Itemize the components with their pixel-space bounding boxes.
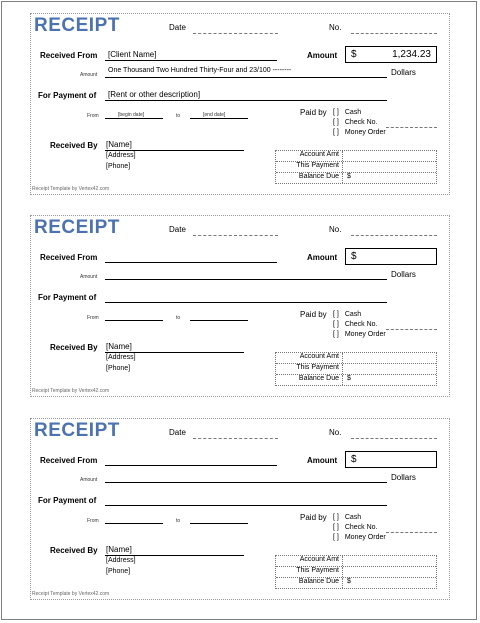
payment-for-field[interactable] [105, 292, 387, 303]
payment-for-label: For Payment of [38, 91, 97, 100]
balance-due-label: Balance Due [276, 375, 343, 385]
money-order-checkbox[interactable]: [ ] [333, 129, 339, 136]
payment-method-cash[interactable] [333, 514, 361, 521]
account-amt-label: Account Amt [276, 151, 343, 161]
cash-checkbox[interactable]: [ ] [333, 109, 339, 116]
to-date-field[interactable] [190, 108, 248, 119]
from-date-field[interactable] [105, 513, 163, 524]
this-payment-row [276, 162, 436, 173]
account-amt-row [276, 151, 436, 162]
check-label: Check No. [344, 119, 378, 126]
balance-due-label: Balance Due [276, 173, 343, 183]
payment-method-check[interactable] [333, 119, 378, 126]
money-order-checkbox[interactable]: [ ] [333, 331, 339, 338]
payment-method-check[interactable] [333, 321, 378, 328]
this-payment-label: This Payment [276, 364, 343, 374]
receipt-number-field[interactable] [351, 428, 437, 439]
no-label: No. [329, 225, 342, 234]
money-order-label: Money Order [344, 331, 386, 338]
this-payment-row [276, 567, 436, 578]
amount-words-field[interactable] [105, 472, 387, 483]
received-from-value: [Client Name] [108, 50, 157, 59]
receipt-form-3 [30, 418, 450, 600]
date-field[interactable] [193, 428, 278, 439]
check-checkbox[interactable]: [ ] [333, 321, 339, 328]
received-by-field[interactable] [105, 140, 244, 151]
amount-words-field[interactable] [105, 67, 387, 78]
payment-for-value: [Rent or other description] [108, 90, 201, 99]
money-order-label: Money Order [344, 534, 386, 541]
received-by-label: Received By [50, 141, 98, 150]
currency-symbol: $ [351, 454, 357, 465]
phone-value: [Phone] [106, 163, 131, 170]
amount-words-field[interactable] [105, 269, 387, 280]
date-label: Date [169, 225, 186, 234]
balance-summary [275, 352, 437, 386]
received-by-label: Received By [50, 343, 98, 352]
payment-method-money-order[interactable] [333, 534, 386, 541]
check-checkbox[interactable]: [ ] [333, 524, 339, 531]
amount-value: 1,234.23 [392, 49, 431, 60]
paid-by-label: Paid by [300, 310, 327, 319]
received-from-field[interactable] [105, 50, 277, 61]
amount-words-value: One Thousand Two Hundred Thirty-Four and 23/100 -------- [108, 67, 292, 74]
phone-value: [Phone] [106, 365, 131, 372]
payment-method-money-order[interactable] [333, 331, 386, 338]
check-number-field[interactable] [386, 523, 437, 533]
payment-method-cash[interactable] [333, 109, 361, 116]
receipt-form-1 [30, 13, 450, 195]
money-order-checkbox[interactable]: [ ] [333, 534, 339, 541]
amount-field[interactable] [345, 46, 437, 63]
account-amt-row [276, 556, 436, 567]
to-label: to [176, 518, 181, 524]
date-label: Date [169, 428, 186, 437]
from-label: From [87, 315, 99, 321]
amount-label: Amount [307, 456, 338, 465]
receipt-number-field[interactable] [351, 225, 437, 236]
received-from-field[interactable] [105, 455, 277, 466]
received-from-label: Received From [40, 51, 98, 60]
address-value: [Address] [106, 557, 136, 564]
received-by-field[interactable] [105, 545, 244, 556]
from-date-value: [begin date] [118, 112, 145, 118]
template-credit: Receipt Template by Vertex42.com [32, 186, 110, 192]
receipt-number-field[interactable] [351, 23, 437, 34]
receipt-form-2 [30, 215, 450, 397]
date-field[interactable] [193, 23, 278, 34]
cash-label: Cash [344, 514, 362, 521]
phone-value: [Phone] [106, 568, 131, 575]
dollars-label: Dollars [391, 270, 416, 279]
cash-checkbox[interactable]: [ ] [333, 311, 339, 318]
received-by-field[interactable] [105, 342, 244, 353]
money-order-label: Money Order [344, 129, 386, 136]
balance-summary [275, 150, 437, 184]
received-from-field[interactable] [105, 252, 277, 263]
amount-words-label: Amount [80, 477, 98, 483]
received-by-name: [Name] [106, 545, 132, 554]
account-amt-label: Account Amt [276, 353, 343, 363]
payment-method-check[interactable] [333, 524, 378, 531]
payment-for-field[interactable] [105, 495, 387, 506]
no-label: No. [329, 23, 342, 32]
paid-by-label: Paid by [300, 513, 327, 522]
cash-checkbox[interactable]: [ ] [333, 514, 339, 521]
check-checkbox[interactable]: [ ] [333, 119, 339, 126]
to-date-value: [end date] [203, 112, 226, 118]
date-field[interactable] [193, 225, 278, 236]
cash-label: Cash [344, 109, 362, 116]
to-date-field[interactable] [190, 310, 248, 321]
no-label: No. [329, 428, 342, 437]
template-credit: Receipt Template by Vertex42.com [32, 591, 110, 597]
received-by-name: [Name] [106, 140, 132, 149]
balance-due-row [276, 173, 436, 183]
amount-field[interactable] [345, 451, 437, 468]
receipt-title: RECEIPT [34, 15, 120, 36]
payment-for-label: For Payment of [38, 293, 97, 302]
this-payment-row [276, 364, 436, 375]
dollars-label: Dollars [391, 473, 416, 482]
to-label: to [176, 315, 181, 321]
address-value: [Address] [106, 152, 136, 159]
currency-symbol: $ [351, 49, 357, 60]
received-by-name: [Name] [106, 342, 132, 351]
to-label: to [176, 113, 181, 119]
account-amt-label: Account Amt [276, 556, 343, 566]
balance-summary [275, 555, 437, 589]
this-payment-label: This Payment [276, 162, 343, 172]
received-from-label: Received From [40, 456, 98, 465]
received-by-label: Received By [50, 546, 98, 555]
check-number-field[interactable] [386, 118, 437, 128]
to-date-field[interactable] [190, 513, 248, 524]
cash-label: Cash [344, 311, 362, 318]
currency-symbol: $ [351, 251, 357, 262]
address-value: [Address] [106, 354, 136, 361]
payment-method-money-order[interactable] [333, 129, 386, 136]
balance-due-value[interactable]: $ [347, 173, 351, 180]
amount-words-label: Amount [80, 72, 98, 78]
amount-field[interactable] [345, 248, 437, 265]
paid-by-label: Paid by [300, 108, 327, 117]
balance-due-label: Balance Due [276, 578, 343, 588]
received-from-label: Received From [40, 253, 98, 262]
balance-due-value[interactable]: $ [347, 578, 351, 585]
check-label: Check No. [344, 524, 378, 531]
payment-method-cash[interactable] [333, 311, 361, 318]
check-label: Check No. [344, 321, 378, 328]
dollars-label: Dollars [391, 68, 416, 77]
check-number-field[interactable] [386, 320, 437, 330]
payment-for-label: For Payment of [38, 496, 97, 505]
date-label: Date [169, 23, 186, 32]
from-date-field[interactable] [105, 310, 163, 321]
payment-for-field[interactable] [105, 90, 387, 101]
from-date-field[interactable] [105, 108, 163, 119]
template-credit: Receipt Template by Vertex42.com [32, 388, 110, 394]
receipt-title: RECEIPT [34, 420, 120, 441]
amount-label: Amount [307, 51, 338, 60]
balance-due-value[interactable]: $ [347, 375, 351, 382]
balance-due-row [276, 578, 436, 588]
receipt-title: RECEIPT [34, 217, 120, 238]
from-label: From [87, 518, 99, 524]
from-label: From [87, 113, 99, 119]
balance-due-row [276, 375, 436, 385]
amount-words-label: Amount [80, 274, 98, 280]
account-amt-row [276, 353, 436, 364]
amount-label: Amount [307, 253, 338, 262]
this-payment-label: This Payment [276, 567, 343, 577]
